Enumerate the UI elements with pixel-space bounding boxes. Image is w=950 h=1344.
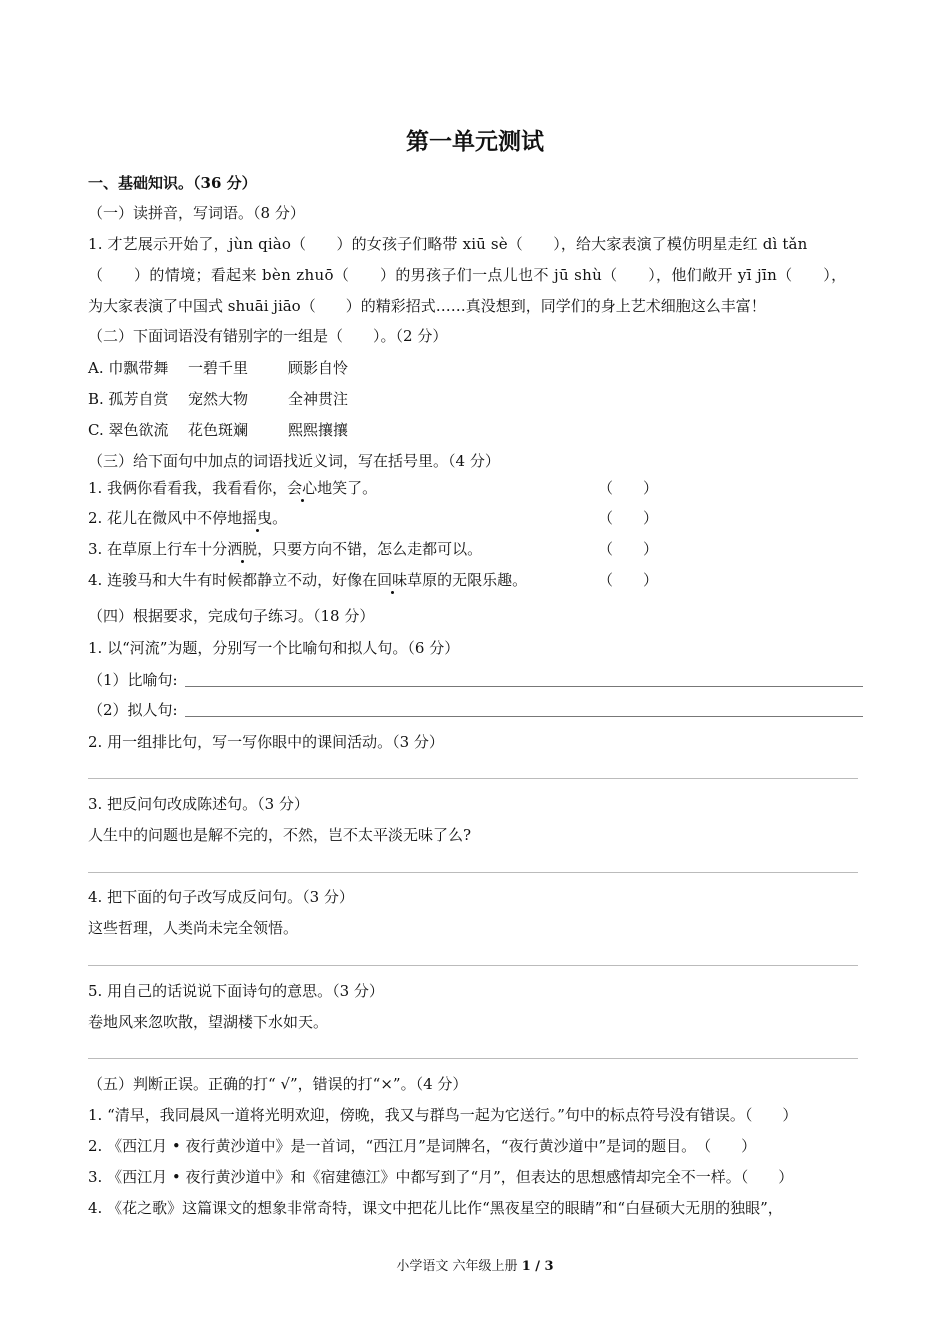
answer-label: （1）比喻句: — [88, 671, 178, 689]
question: 4. 把下面的句子改写成反问句。（3 分） — [88, 888, 354, 906]
list-item: 2. 花儿在微风中不停地摇曳。 — [88, 509, 288, 527]
answer-paren: （ ） — [598, 571, 659, 589]
dotted-word: 回味 — [377, 571, 408, 589]
answer-paren: （ ） — [598, 479, 659, 497]
part-heading: （五）判断正误。正确的打“ √”，错误的打“×”。（4 分） — [88, 1075, 468, 1093]
question-sentence: 卷地风来忽吹散，望湖楼下水如天。 — [88, 1013, 329, 1031]
part-heading: （四）根据要求，完成句子练习。（18 分） — [88, 607, 375, 625]
answer-line[interactable] — [88, 965, 858, 966]
list-item: 1. “清早，我同晨风一道将光明欢迎，傍晚，我又与群鸟一起为它送行。”句中的标点符号没有错误。（ ） — [88, 1106, 798, 1124]
dotted-word: 会心 — [287, 479, 318, 497]
question: 2. 用一组排比句，写一写你眼中的课间活动。（3 分） — [88, 733, 444, 751]
paragraph-line: 1. 才艺展示开始了，jùn qiào（ ）的女孩子们略带 xiū sè（ ），给大家表演了模仿明星走红 dì tǎn — [88, 235, 808, 253]
answer-line[interactable] — [88, 1058, 858, 1059]
question-sentence: 人生中的问题也是解不完的，不然，岂不太平淡无味了么? — [88, 826, 472, 844]
list-item: 3. 在草原上行车十分洒脱，只要方向不错，怎么走都可以。 — [88, 540, 483, 558]
list-item: 3. 《西江月 • 夜行黄沙道中》和《宿建德江》中都写到了“月”，但表达的思想感情却完全不一样。（ ） — [88, 1168, 794, 1186]
answer-line[interactable] — [185, 716, 863, 717]
page-title: 第一单元测试 — [406, 128, 544, 155]
option-row: B. 孤芳自赏 宠然大物 全神贯注 — [88, 390, 349, 408]
dotted-word: 摇曳 — [242, 509, 273, 527]
paragraph-line: （ ）的情境；看起来 bèn zhuō（ ）的男孩子们一点儿也不 jū shù（ ），他们敞开 yī jīn（ ）， — [88, 266, 847, 284]
question-sentence: 这些哲理，人类尚未完全领悟。 — [88, 919, 299, 937]
page-number: 1 / 3 — [521, 1259, 554, 1274]
part-heading: （三）给下面句中加点的词语找近义词，写在括号里。（4 分） — [88, 452, 500, 470]
answer-line[interactable] — [88, 778, 858, 779]
question: 1. 以“河流”为题，分别写一个比喻句和拟人句。（6 分） — [88, 639, 460, 657]
answer-label: （2）拟人句: — [88, 701, 178, 719]
answer-paren: （ ） — [598, 540, 659, 558]
answer-paren: （ ） — [598, 509, 659, 527]
option-row: C. 翠色欲流 花色斑斓 熙熙攘攘 — [88, 421, 349, 439]
list-item: 4. 连骏马和大牛有时候都静立不动，好像在回味草原的无限乐趣。 — [88, 571, 528, 589]
part-heading: （一）读拼音，写词语。（8 分） — [88, 204, 305, 222]
list-item: 4. 《花之歌》这篇课文的想象非常奇特，课文中把花儿比作“黑夜星空的眼睛”和“白昼硕大无朋的独眼”， — [88, 1199, 783, 1217]
page-footer: 小学语文 六年级上册 1 / 3 — [396, 1259, 554, 1274]
part-heading: （二）下面词语没有错别字的一组是（ ）。（2 分） — [88, 327, 448, 345]
list-item: 1. 我俩你看看我，我看看你，会心地笑了。 — [88, 479, 378, 497]
question: 5. 用自己的话说说下面诗句的意思。（3 分） — [88, 982, 384, 1000]
question: 3. 把反问句改成陈述句。（3 分） — [88, 795, 309, 813]
answer-line[interactable] — [185, 686, 863, 687]
section-heading: 一、基础知识。（36 分） — [88, 174, 257, 192]
option-row: A. 巾飘带舞 一碧千里 顾影自怜 — [88, 359, 349, 377]
dotted-word: 洒脱 — [227, 540, 258, 558]
answer-line[interactable] — [88, 872, 858, 873]
list-item: 2. 《西江月 • 夜行黄沙道中》是一首词，“西江月”是词牌名，“夜行黄沙道中”是词的题目。 （ ） — [88, 1137, 757, 1155]
paragraph-line: 为大家表演了中国式 shuāi jiāo（ ）的精彩招式……真没想到，同学们的身上艺术细胞这么丰富！ — [88, 297, 766, 315]
